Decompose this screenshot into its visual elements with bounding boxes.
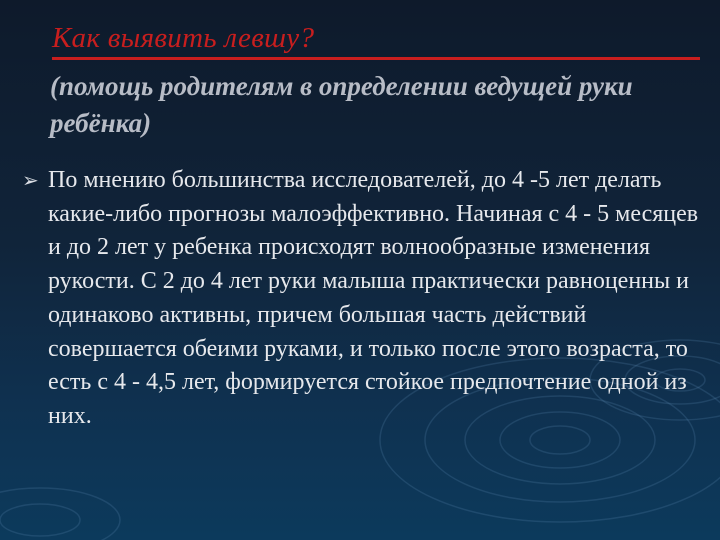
arrow-bullet-icon: ➢ <box>22 168 39 192</box>
slide-subtitle: (помощь родителям в определении ведущей руки ребёнка) <box>50 71 633 138</box>
bullet-item <box>22 164 702 434</box>
title-underline <box>52 57 700 60</box>
slide-title: Как выявить левшу? <box>52 22 315 54</box>
bullet-text: По мнению большинства исследователей, до 4 -5 лет делать какие-либо прогнозы малоэффективно. Начиная с 4 - 5 месяцев и до 2 лет у ребенка происходят волнообразные изменения рукости. С 2 до 4 лет руки малыша практически равноценны и одинаково активны, причем большая часть действий совершается обеими руками, и только после этого возраста, то есть с 4 - 4,5 лет, формируется стойкое предпочтение одной из них. <box>48 167 699 429</box>
